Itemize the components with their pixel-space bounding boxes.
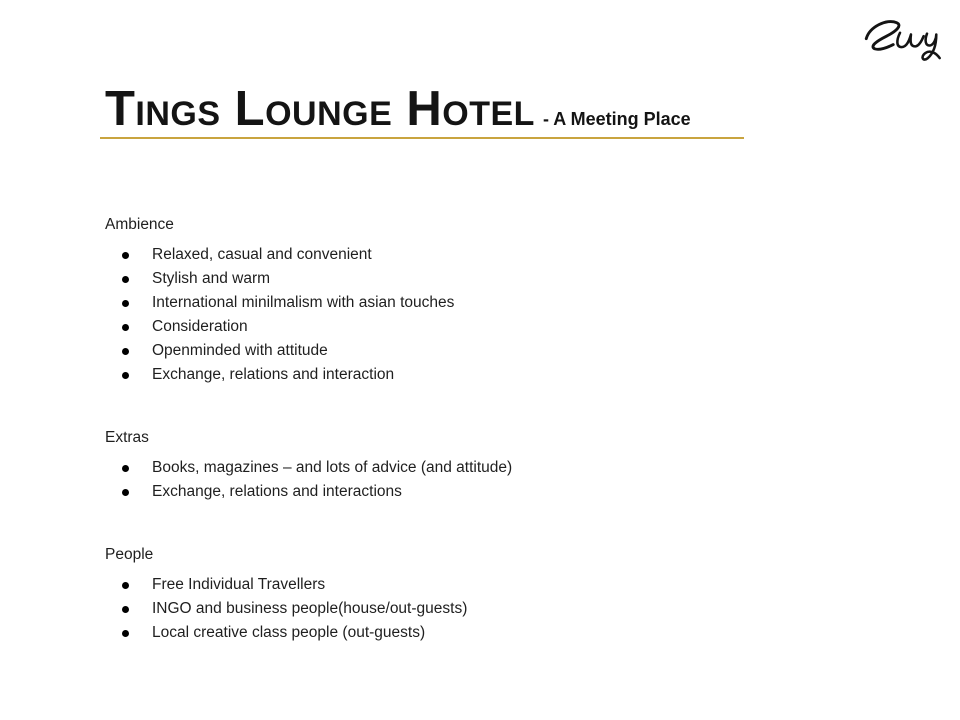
list-item [105, 339, 454, 363]
bullet-icon [122, 324, 129, 331]
list-item [105, 597, 467, 621]
bullet-text: Relaxed, casual and convenient [152, 246, 372, 263]
bullet-text: International minilmalism with asian touches [152, 294, 455, 311]
list-item [105, 363, 454, 387]
list-item [105, 243, 454, 267]
section-extras [105, 428, 512, 504]
list-item [105, 291, 454, 315]
bullet-icon [122, 606, 129, 613]
page-title: Tings Lounge Hotel [105, 82, 535, 136]
section-heading: People [105, 546, 154, 563]
tings-signature-logo-icon [854, 10, 946, 64]
bullet-text: Consideration [152, 318, 248, 335]
bullet-list [105, 456, 512, 504]
bullet-text: Books, magazines – and lots of advice (and attitude) [152, 459, 513, 476]
section-people [105, 545, 467, 645]
page-title-suffix: - A Meeting Place [542, 109, 691, 129]
section-ambience [105, 215, 454, 387]
section-heading: Ambience [105, 216, 174, 233]
bullet-icon [122, 348, 129, 355]
bullet-text: Exchange, relations and interactions [152, 483, 402, 500]
bullet-text: Openminded with attitude [152, 342, 328, 359]
section-heading: Extras [105, 429, 149, 446]
bullet-text: Free Individual Travellers [152, 576, 326, 593]
slide-header [105, 84, 691, 135]
list-item [105, 315, 454, 339]
list-item [105, 480, 512, 504]
list-item [105, 573, 467, 597]
title-underline [100, 137, 744, 139]
bullet-icon [122, 489, 129, 496]
bullet-icon [122, 252, 129, 259]
bullet-icon [122, 372, 129, 379]
bullet-list [105, 243, 454, 387]
bullet-icon [122, 582, 129, 589]
bullet-list [105, 573, 467, 645]
bullet-text: INGO and business people(house/out-guests) [152, 600, 468, 617]
list-item [105, 456, 512, 480]
bullet-text: Stylish and warm [152, 270, 271, 287]
bullet-text: Local creative class people (out-guests) [152, 624, 426, 641]
bullet-icon [122, 465, 129, 472]
list-item [105, 621, 467, 645]
bullet-text: Exchange, relations and interaction [152, 366, 395, 383]
bullet-icon [122, 300, 129, 307]
bullet-icon [122, 630, 129, 637]
bullet-icon [122, 276, 129, 283]
list-item [105, 267, 454, 291]
